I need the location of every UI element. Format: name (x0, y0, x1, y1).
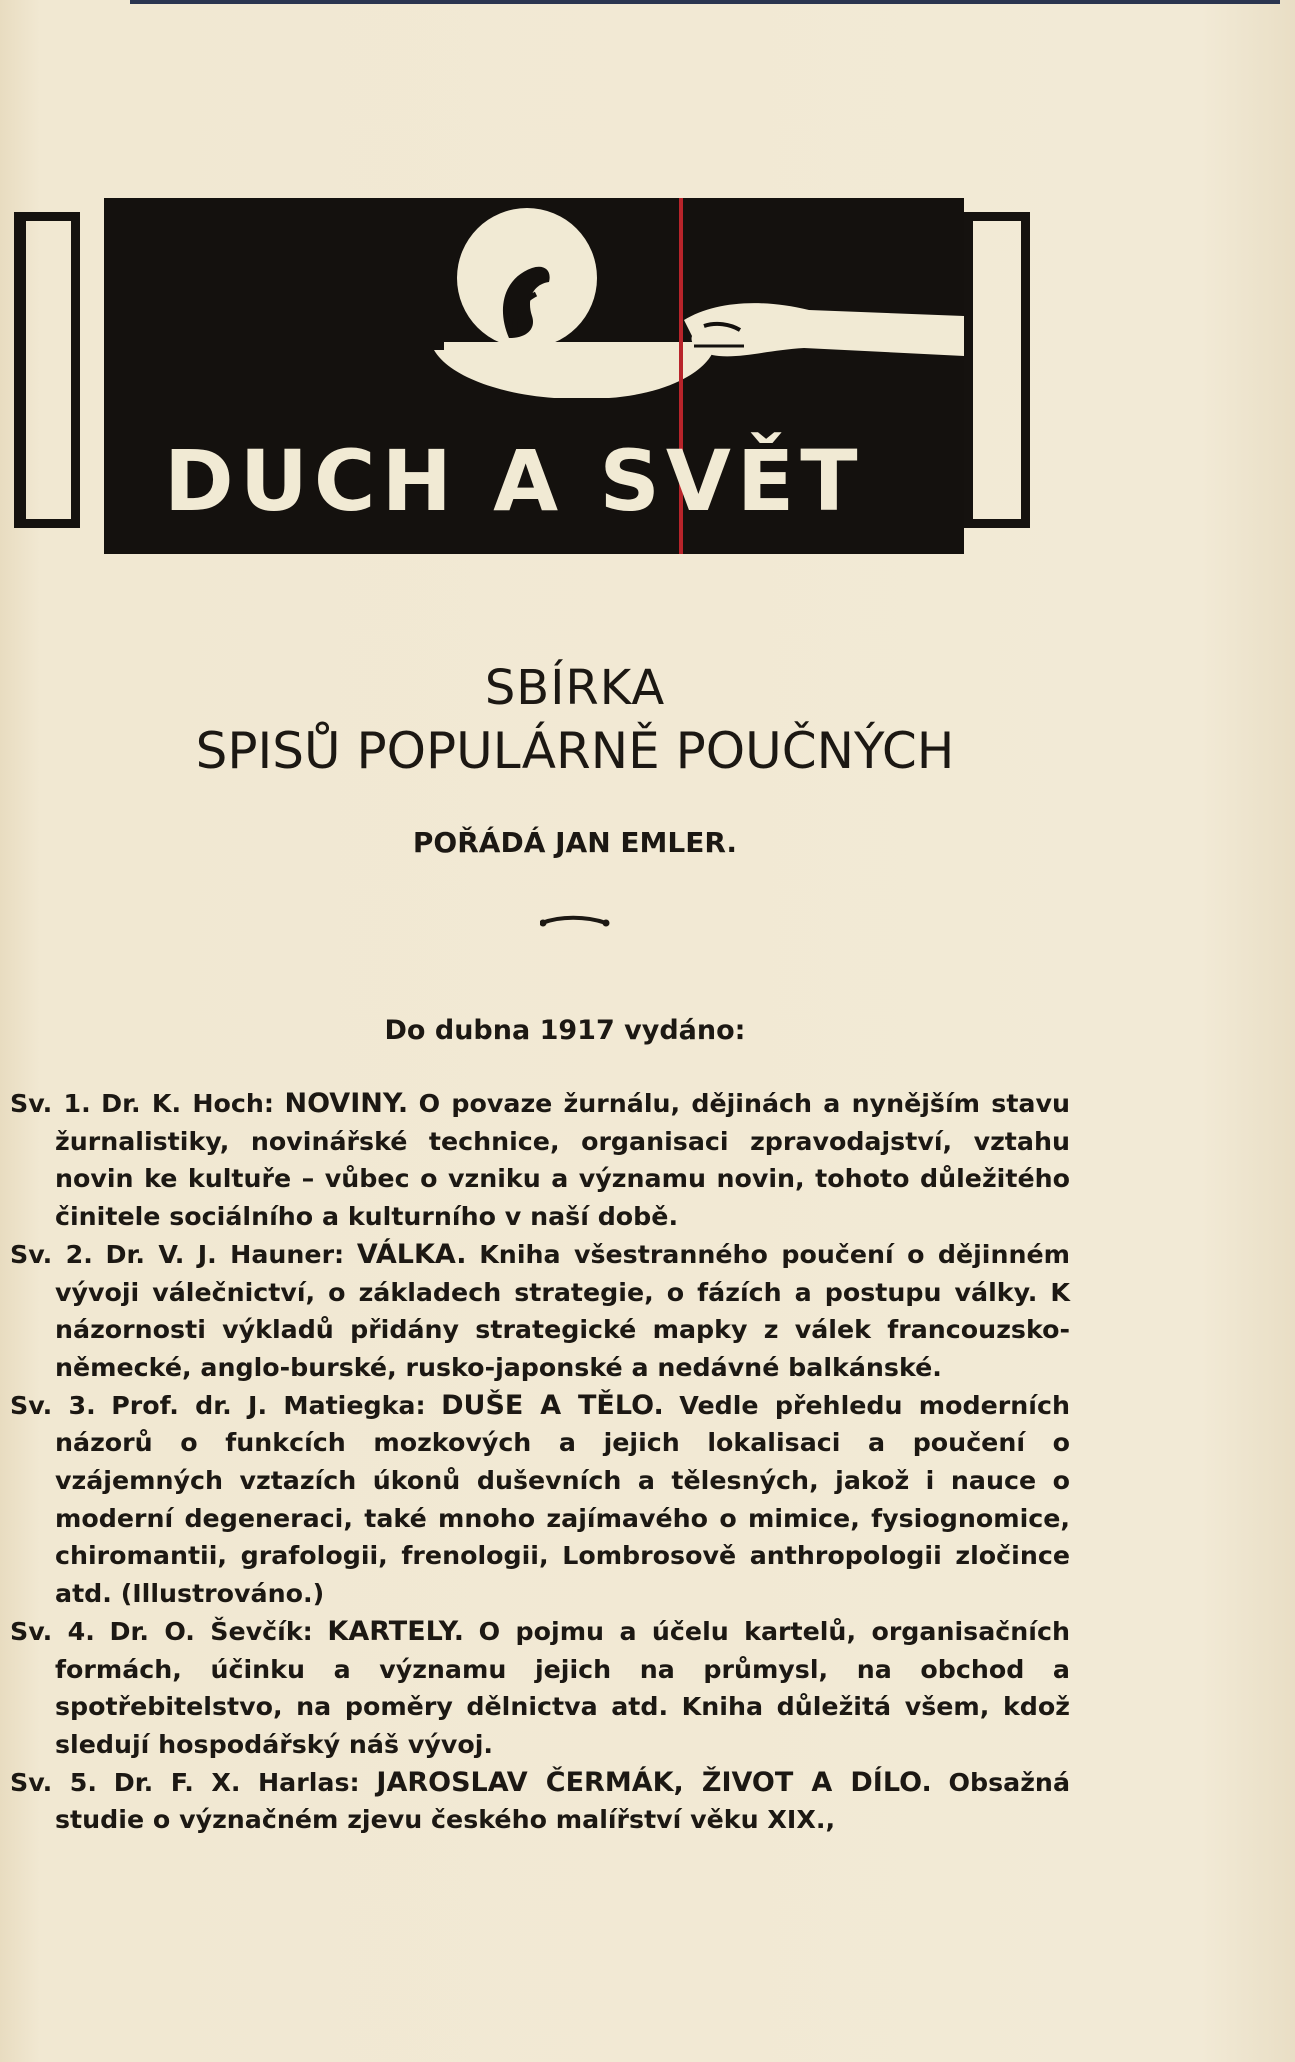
list-item (10, 1236, 1070, 1387)
volume-title: VÁLKA. (356, 1238, 467, 1270)
volume-title: DUŠE A TĚLO. (441, 1389, 664, 1421)
volume-number: Sv. 3. (10, 1390, 96, 1420)
volume-number: Sv. 2. (10, 1239, 93, 1269)
volume-author: Prof. dr. J. Matiegka: (111, 1390, 426, 1420)
volume-description: O povaze žurnálu, dějinách a nynějším stavu žurnalistiky, novinářské technice, organisaci zpravodajství, vztahu novin ke kultuře – vůbec o vzniku a významu novin, tohoto důležitého činitele sociálního a kulturního v naší době. (55, 1089, 1070, 1232)
list-item (10, 1764, 1070, 1839)
volume-title: JAROSLAV ČERMÁK, ŽIVOT A DÍLO. (376, 1766, 932, 1798)
volume-number: Sv. 1. (10, 1089, 91, 1118)
list-item (10, 1085, 1070, 1236)
banner-title: DUCH A SVĚT (164, 432, 864, 530)
collection-subtitle: SPISŮ POPULÁRNĚ POUČNÝCH (195, 722, 955, 780)
top-rule (130, 0, 1280, 4)
volume-title: NOVINY. (284, 1088, 409, 1119)
collection-heading: SBÍRKA (484, 660, 666, 716)
logo-banner (14, 198, 1059, 558)
volume-description: Kniha všestranného poučení o dějinném vývoji válečnictví, o základech strategie, o fázích a postupu války. K názornosti výkladů přidány strategické mapky z válek francouzsko-německé, anglo-burské, rusko-japonské a nedávné balkánské. (55, 1239, 1070, 1382)
issued-label: Do dubna 1917 vydáno: (384, 1015, 746, 1046)
volume-author: Dr. K. Hoch: (101, 1089, 275, 1118)
volume-description: O pojmu a účelu kartelů, organisačních formách, účinku a významu jejich na průmysl, na obchod a spotřebitelstvo, na poměry dělnictva atd. Kniha důležitá všem, kdož sledují hospodářský náš vývoj. (55, 1616, 1070, 1759)
list-item (10, 1387, 1070, 1613)
volume-author: Dr. F. X. Harlas: (113, 1767, 360, 1797)
volume-author: Dr. O. Ševčík: (109, 1616, 313, 1646)
volume-description: Obsažná studie o význačném zjevu českého malířství věku XIX., (55, 1767, 1071, 1835)
volume-number: Sv. 5. (10, 1767, 97, 1797)
volume-number: Sv. 4. (10, 1616, 95, 1646)
volume-title: KARTELY. (327, 1615, 465, 1647)
editor-line: POŘÁDÁ JAN EMLER. (412, 826, 738, 859)
banner-left-frame (14, 212, 80, 528)
volume-author: Dr. V. J. Hauner: (105, 1239, 345, 1269)
volume-list (10, 1085, 1070, 1839)
ornament-divider (540, 912, 610, 932)
volume-description: Vedle přehledu moderních názorů o funkcích mozkových a jejich lokalisaci a poučení o vzájemných vztazích úkonů duševních a tělesných, jakož i nauce o moderní degeneraci, také mnoho zajímavého o mimice, fysiognomice, chiromantii, grafologii, frenologii, Lombrosově anthropologii zločince atd. (Illustrováno.) (55, 1390, 1070, 1609)
banner-artwork (104, 198, 964, 554)
banner-right-frame (964, 212, 1030, 528)
list-item (10, 1613, 1070, 1764)
